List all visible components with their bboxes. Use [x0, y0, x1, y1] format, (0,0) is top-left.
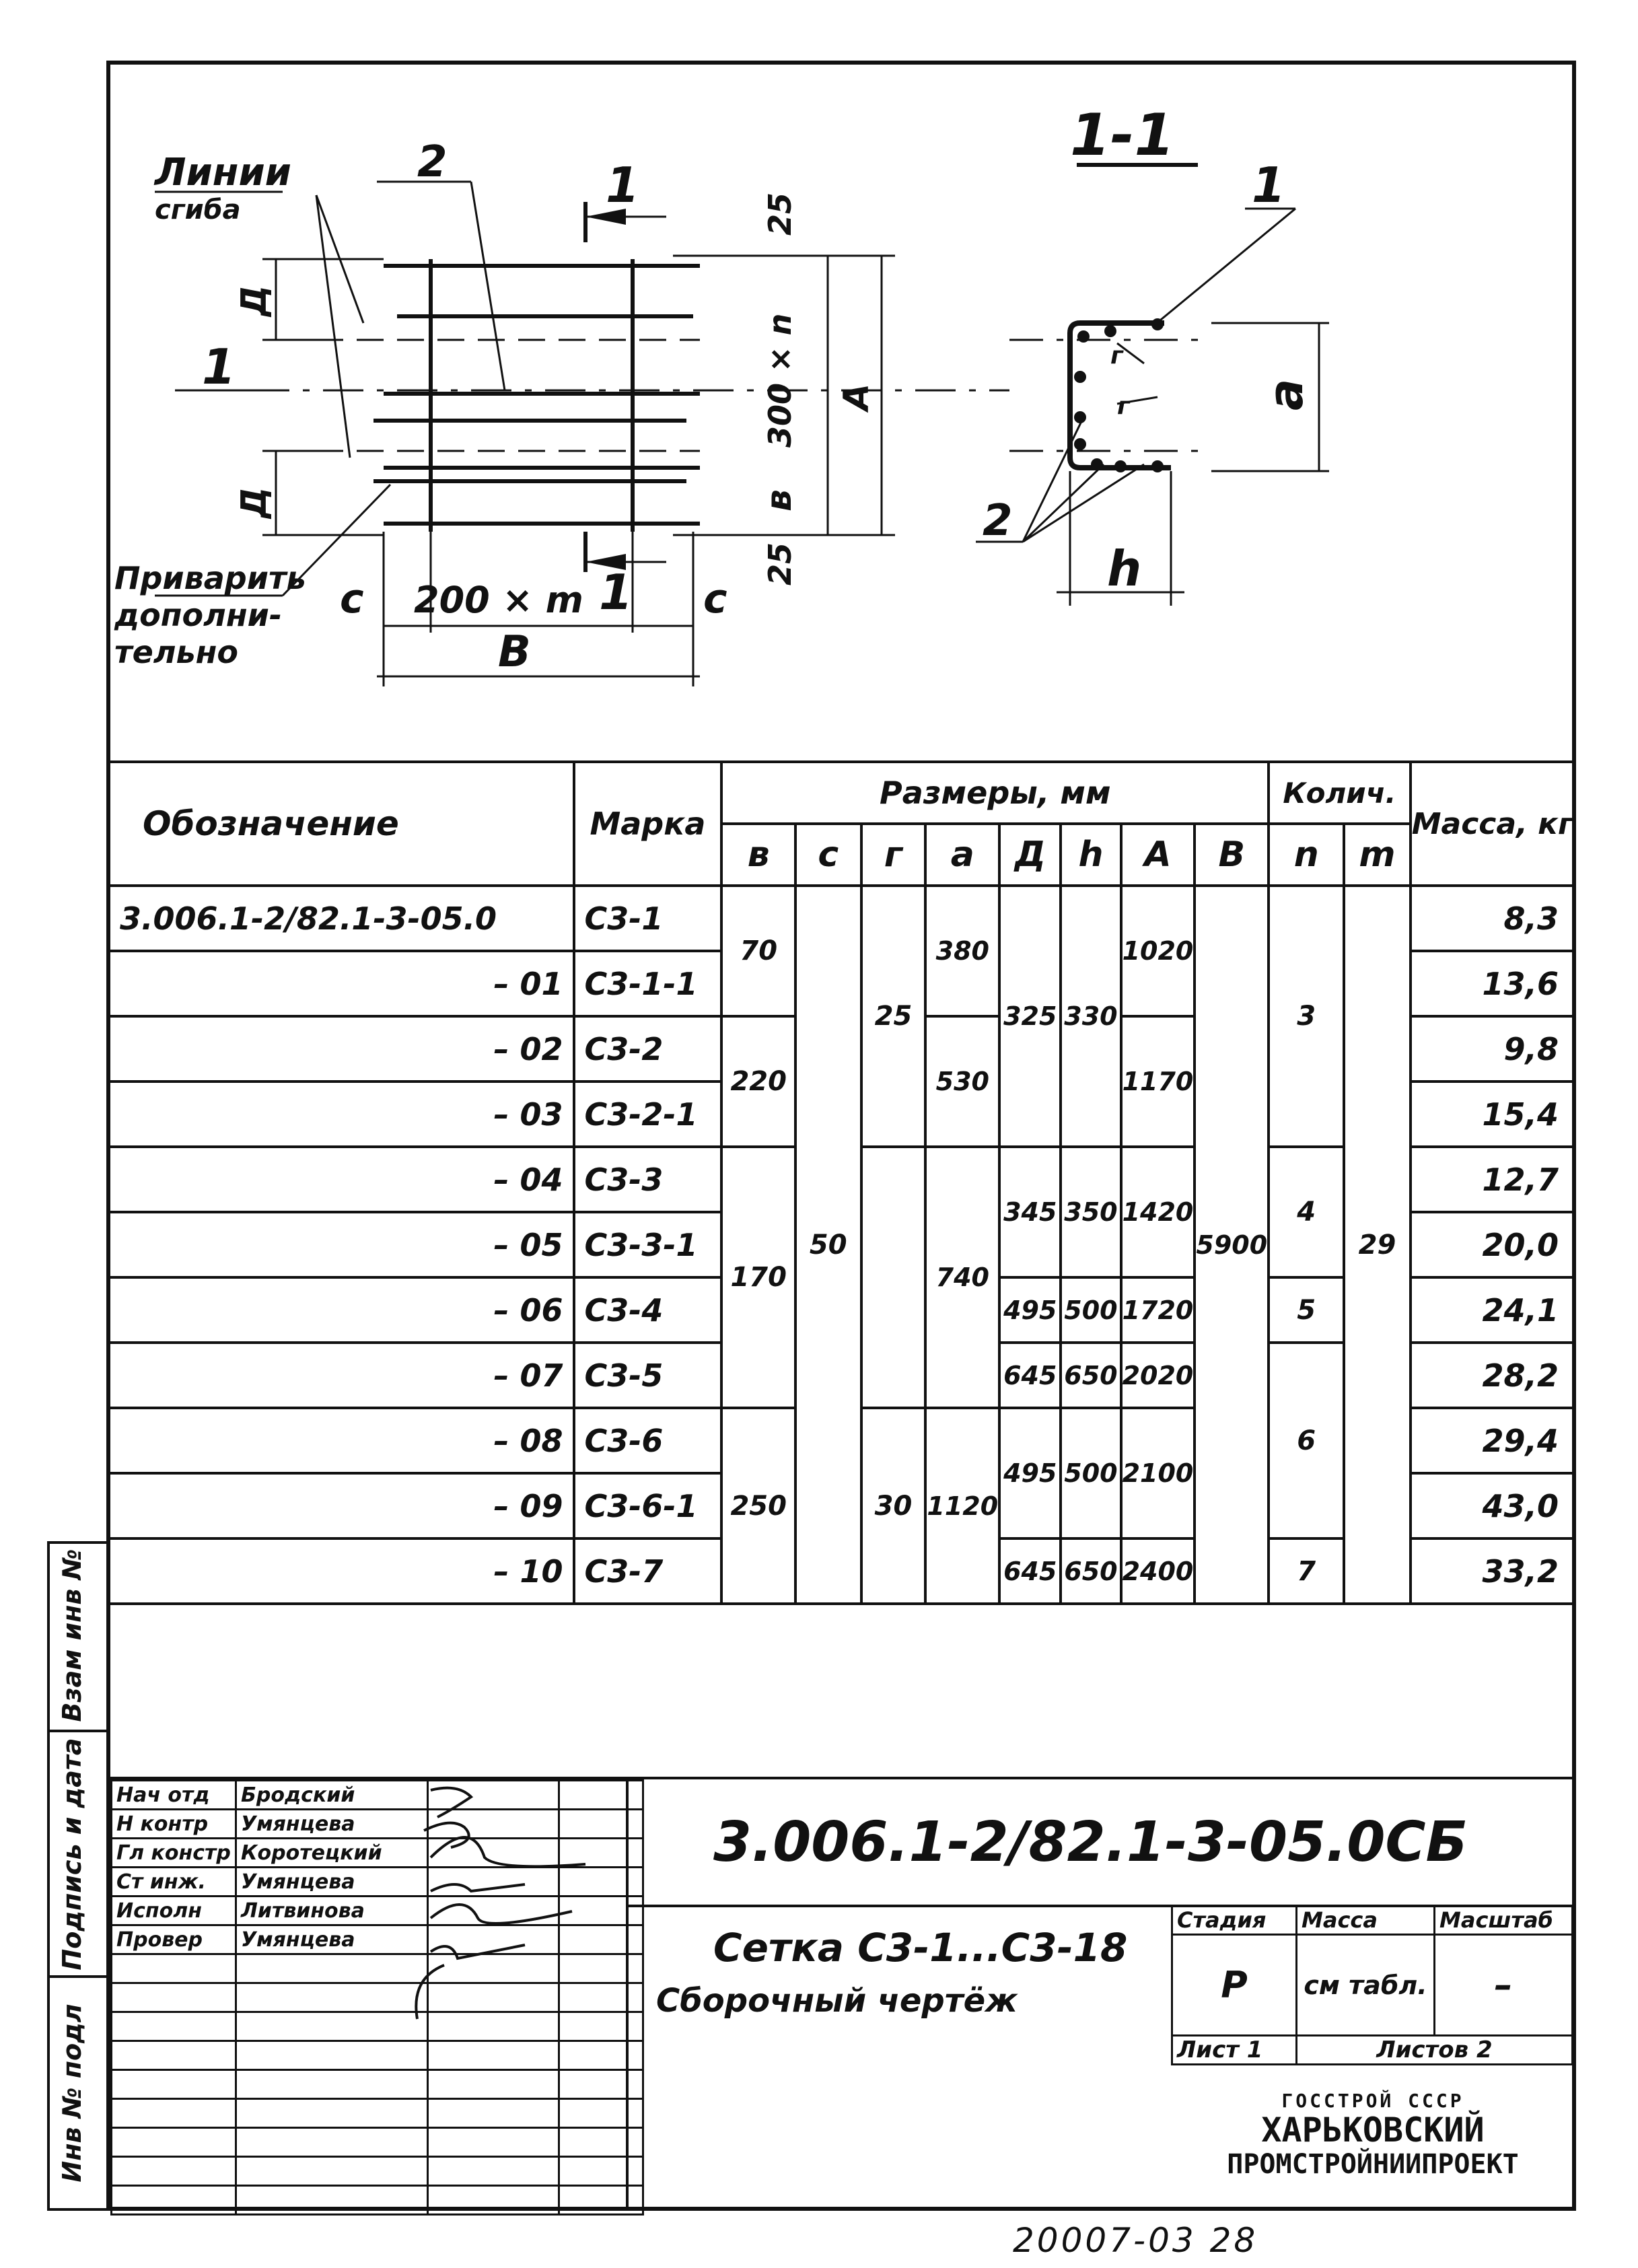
- table-row-mass: 13,6: [1411, 951, 1575, 1016]
- org-line-3: ПРОМСТРОЙНИИПРОЕКТ: [1227, 2149, 1519, 2180]
- cell-A: 2020: [1121, 1343, 1195, 1408]
- table-row-mass: 43,0: [1411, 1473, 1575, 1538]
- cell-A: 2100: [1121, 1408, 1195, 1538]
- cell-A: 1720: [1121, 1277, 1195, 1343]
- org-line-1: ГОССТРОЙ СССР: [1281, 2090, 1464, 2112]
- dim-c-left: с: [340, 575, 364, 623]
- cell-h: 500: [1061, 1277, 1120, 1343]
- table-row-designation: – 01: [108, 951, 574, 1016]
- cell-g: 25: [861, 886, 926, 1147]
- cell-g: 30: [861, 1408, 926, 1604]
- table-row-mass: 33,2: [1411, 1538, 1575, 1604]
- cell-A: 1170: [1121, 1016, 1195, 1147]
- table-row-mark: С3-2-1: [574, 1082, 722, 1147]
- hdr-d: Д: [999, 824, 1061, 886]
- spec-table: [106, 760, 1576, 1605]
- label-fold-lines: Линии: [155, 151, 291, 194]
- cell-b: 170: [721, 1147, 795, 1408]
- hdr-mass: Масса, кг: [1411, 762, 1575, 886]
- axis-mark-1: 1: [202, 339, 236, 395]
- cell-b: 250: [721, 1408, 795, 1604]
- dim-200m: 200 × m: [414, 579, 583, 621]
- cell-d: 645: [999, 1343, 1061, 1408]
- mass-value: см табл.: [1297, 1935, 1435, 2036]
- name: Литвинова: [236, 1897, 428, 1925]
- name: Умянцева: [236, 1925, 428, 1954]
- cell-d: 495: [999, 1277, 1061, 1343]
- table-row-mass: 8,3: [1411, 886, 1575, 951]
- table-row-mark: С3-6-1: [574, 1473, 722, 1538]
- cell-h: 350: [1061, 1147, 1120, 1277]
- cell-d: 645: [999, 1538, 1061, 1604]
- role: Ст инж.: [112, 1868, 236, 1897]
- cell-B: 5900: [1195, 886, 1269, 1604]
- section-g1: г: [1110, 342, 1123, 369]
- hdr-A: А: [1121, 824, 1195, 886]
- section-mark-top: 1: [606, 157, 640, 213]
- role: Нач отд: [112, 1781, 236, 1810]
- table-row-mass: 20,0: [1411, 1212, 1575, 1277]
- cell-a: 740: [925, 1147, 999, 1408]
- stage-value: Р: [1172, 1935, 1297, 2036]
- stage-header: Стадия: [1172, 1906, 1297, 1935]
- table-row-mark: С3-4: [574, 1277, 722, 1343]
- cell-h: 500: [1061, 1408, 1120, 1538]
- table-row-mark: С3-3: [574, 1147, 722, 1212]
- table-row-mark: С3-1-1: [574, 951, 722, 1016]
- table-row-designation: – 06: [108, 1277, 574, 1343]
- scale-value: –: [1435, 1935, 1573, 2036]
- section-g2: г: [1117, 392, 1130, 420]
- cell-d: 345: [999, 1147, 1061, 1277]
- mass-header: Масса: [1297, 1906, 1435, 1935]
- cell-h: 330: [1061, 886, 1120, 1147]
- mesh-drawing: [0, 0, 1638, 767]
- table-row-mark: С3-5: [574, 1343, 722, 1408]
- label-weld: Приварить: [114, 560, 306, 596]
- section-title: 1-1: [1070, 102, 1175, 169]
- table-row-designation: – 09: [108, 1473, 574, 1538]
- cell-b: 70: [721, 886, 795, 1016]
- doc-code: 3.006.1-2/82.1-3-05.0СБ: [713, 1810, 1468, 1874]
- table-row-mark: С3-6: [574, 1408, 722, 1473]
- dim-B: В: [498, 627, 531, 677]
- table-row-designation: – 10: [108, 1538, 574, 1604]
- cell-b: 220: [721, 1016, 795, 1147]
- hdr-designation: Обозначение: [108, 762, 574, 886]
- cell-a: 530: [925, 1016, 999, 1147]
- table-row-designation: – 03: [108, 1082, 574, 1147]
- role: Н контр: [112, 1810, 236, 1839]
- hdr-m: m: [1344, 824, 1410, 886]
- cell-d: 495: [999, 1408, 1061, 1538]
- table-row-mass: 12,7: [1411, 1147, 1575, 1212]
- name: Бродский: [236, 1781, 428, 1810]
- cell-d: 325: [999, 886, 1061, 1147]
- footer-number: 20007-03 28: [1013, 2221, 1258, 2260]
- cell-a: 380: [925, 886, 999, 1016]
- hdr-b: в: [721, 824, 795, 886]
- table-row-designation: 3.006.1-2/82.1-3-05.0: [108, 886, 574, 951]
- hdr-a: а: [925, 824, 999, 886]
- dim-300n: 300 × n: [762, 313, 798, 448]
- label-fold-lines-2: сгиба: [155, 194, 241, 225]
- doc-title-1: Сетка С3-1...С3-18: [713, 1925, 1128, 1971]
- section-mark-1: 1: [1252, 157, 1286, 213]
- cell-n: 6: [1269, 1343, 1344, 1538]
- name: Умянцева: [236, 1868, 428, 1897]
- cell-A: 2400: [1121, 1538, 1195, 1604]
- table-row-designation: – 05: [108, 1212, 574, 1277]
- cell-n: 5: [1269, 1277, 1344, 1343]
- section-mark-bottom: 1: [599, 564, 633, 621]
- role: Гл констр: [112, 1839, 236, 1868]
- table-row-mark: С3-2: [574, 1016, 722, 1082]
- hdr-qty: Колич.: [1269, 762, 1411, 824]
- label-weld-2: дополни-: [114, 597, 282, 633]
- table-row-designation: – 02: [108, 1016, 574, 1082]
- table-row-mass: 9,8: [1411, 1016, 1575, 1082]
- table-row-designation: – 08: [108, 1408, 574, 1473]
- dim-D-bottom: Д: [234, 487, 275, 518]
- sheet-number: Лист 1: [1172, 2036, 1297, 2065]
- section-a: а: [1258, 378, 1314, 411]
- hdr-g: г: [861, 824, 926, 886]
- cell-a: 1120: [925, 1408, 999, 1604]
- stamp-right: [1171, 1905, 1573, 2065]
- role: Исполн: [112, 1897, 236, 1925]
- cell-n: 4: [1269, 1147, 1344, 1277]
- dim-A: А: [836, 383, 877, 411]
- cell-A: 1020: [1121, 886, 1195, 1016]
- signatures: [404, 1777, 606, 2046]
- side-inv-orig: Инв № подл: [57, 2004, 87, 2183]
- hdr-n: n: [1269, 824, 1344, 886]
- table-row-mark: С3-3-1: [574, 1212, 722, 1277]
- cell-g-empty: [861, 1147, 926, 1408]
- dim-25-top: 25: [762, 192, 798, 236]
- name: Умянцева: [236, 1810, 428, 1839]
- hdr-mark: Марка: [574, 762, 722, 886]
- side-sign-date: Подпись и дата: [57, 1738, 87, 1971]
- hdr-c: с: [795, 824, 861, 886]
- table-row-mass: 29,4: [1411, 1408, 1575, 1473]
- dim-b: в: [759, 489, 799, 511]
- table-row-mass: 15,4: [1411, 1082, 1575, 1147]
- table-row-designation: – 07: [108, 1343, 574, 1408]
- table-row-mark: С3-1: [574, 886, 722, 951]
- role: Провер: [112, 1925, 236, 1954]
- scale-header: Масштаб: [1435, 1906, 1573, 1935]
- cell-h: 650: [1061, 1343, 1120, 1408]
- cell-n: 7: [1269, 1538, 1344, 1604]
- table-row-mark: С3-7: [574, 1538, 722, 1604]
- sheets-total: Листов 2: [1297, 2036, 1573, 2065]
- org-line-2: ХАРЬКОВСКИЙ: [1261, 2111, 1485, 2150]
- cell-n: 3: [1269, 886, 1344, 1147]
- hdr-B: В: [1195, 824, 1269, 886]
- dim-25-bottom: 25: [762, 542, 798, 586]
- label-weld-3: тельно: [114, 634, 239, 670]
- hdr-h: h: [1061, 824, 1120, 886]
- side-replace: Взам инв №: [57, 1549, 87, 1722]
- table-row-mass: 24,1: [1411, 1277, 1575, 1343]
- cell-h: 650: [1061, 1538, 1120, 1604]
- hdr-sizes: Размеры, мм: [721, 762, 1269, 824]
- mark-2-section: 2: [983, 496, 1013, 546]
- cell-m: 29: [1344, 886, 1410, 1604]
- dim-c-right: с: [703, 575, 727, 623]
- cell-c: 50: [795, 886, 861, 1604]
- table-row-mass: 28,2: [1411, 1343, 1575, 1408]
- cell-A: 1420: [1121, 1147, 1195, 1277]
- mark-2-top: 2: [417, 137, 448, 187]
- doc-title-2: Сборочный чертёж: [656, 1982, 1018, 2020]
- table-row-designation: – 04: [108, 1147, 574, 1212]
- section-h: h: [1107, 540, 1142, 597]
- name: Коротецкий: [236, 1839, 428, 1868]
- dim-D-top: Д: [234, 285, 275, 316]
